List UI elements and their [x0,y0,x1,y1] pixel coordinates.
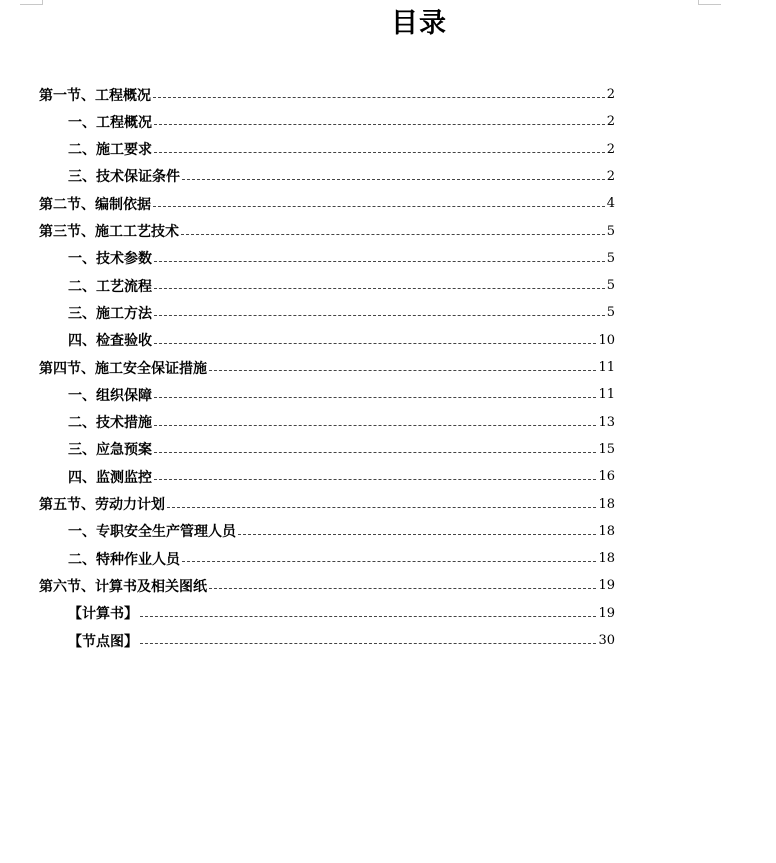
toc-entry-label: 一、技术参数 [68,251,152,268]
toc-dot-leader [154,343,596,344]
toc-entry-page-number: 18 [598,551,615,567]
toc-entry-label: 第五节、劳动力计划 [39,497,165,513]
toc-dot-leader [140,643,596,644]
toc-entry-label: 【节点图】 [68,633,138,650]
toc-dot-leader [238,534,596,535]
toc-dot-leader [154,479,596,480]
toc-entry-label: 二、特种作业人员 [68,551,180,568]
toc-entry[interactable] [68,545,615,572]
toc-dot-leader [182,179,605,180]
toc-entry[interactable] [68,163,615,190]
toc-entry-label: 第四节、施工安全保证措施 [39,360,207,377]
toc-entry-label: 一、工程概况 [68,114,152,131]
toc-entry-page-number: 18 [598,496,615,512]
toc-entry[interactable] [68,409,615,436]
toc-entry-page-number: 16 [598,469,615,485]
toc-entry[interactable] [68,600,615,627]
toc-entry-label: 一、组织保障 [68,387,152,404]
toc-dot-leader [153,206,605,207]
toc-dot-leader [154,452,596,453]
toc-dot-leader [154,152,605,153]
toc-dot-leader [154,397,596,398]
toc-entry-page-number: 10 [598,332,615,348]
toc-entry[interactable] [39,572,615,599]
toc-entry-label: 二、技术措施 [68,415,152,432]
toc-dot-leader [181,234,605,235]
toc-dot-leader [154,315,605,316]
toc-entry[interactable] [39,190,615,217]
toc-entry-page-number: 2 [606,87,615,102]
toc-dot-leader [154,425,596,426]
toc-entry-label: 【计算书】 [68,606,138,623]
toc-entry-page-number: 13 [598,414,615,430]
toc-dot-leader [154,124,605,125]
toc-dot-leader [154,261,605,262]
toc-entry-label: 二、施工要求 [68,142,152,159]
toc-entry[interactable] [68,463,615,490]
toc-entry-label: 第一节、工程概况 [39,87,151,104]
toc-entry-page-number: 11 [598,387,615,403]
toc-entry[interactable] [39,81,615,108]
toc-entry[interactable] [68,381,615,408]
toc-entry-label: 三、技术保证条件 [68,169,180,186]
toc-entry-page-number: 5 [606,305,615,321]
toc-entry-label: 三、应急预案 [68,442,152,459]
toc-entry-page-number: 30 [598,633,615,648]
page-title: 目录 [391,8,447,39]
toc-entry[interactable] [68,518,615,545]
toc-dot-leader [182,561,596,562]
toc-entry-page-number: 19 [598,578,615,594]
toc-entry[interactable] [68,245,615,272]
toc-entry[interactable] [68,299,615,326]
toc-dot-leader [209,370,596,371]
toc-entry[interactable] [68,627,615,654]
toc-entry-page-number: 15 [598,441,615,457]
toc-entry-page-number: 4 [606,196,615,212]
toc-entry-page-number: 19 [598,605,615,621]
toc-entry[interactable] [68,136,615,163]
toc-dot-leader [167,507,596,508]
toc-entry-label: 四、监测监控 [68,469,152,486]
toc-dot-leader [154,288,605,289]
toc-entry-page-number: 11 [598,360,615,375]
toc-entry-page-number: 5 [606,250,615,266]
toc-entry-page-number: 2 [606,114,615,130]
toc-dot-leader [153,97,605,98]
toc-entry-page-number: 2 [606,141,615,157]
toc-entry-label: 二、工艺流程 [68,278,152,295]
toc-entry[interactable] [68,272,615,299]
toc-entry-page-number: 2 [606,168,615,184]
toc-entry[interactable] [39,354,615,381]
toc-entry-label: 第二节、编制依据 [39,196,151,213]
toc-entry-label: 第六节、计算书及相关图纸 [39,578,207,595]
toc-entry[interactable] [68,108,615,135]
toc-dot-leader [140,616,596,617]
toc-entry-page-number: 18 [598,523,615,539]
toc-entry[interactable] [39,218,615,245]
toc-entry-page-number: 5 [606,223,615,239]
toc-entry-label: 四、检查验收 [68,333,152,350]
toc-entry-page-number: 5 [606,278,615,294]
toc-entry[interactable] [68,436,615,463]
toc-entry-label: 一、专职安全生产管理人员 [68,524,236,541]
toc-entry[interactable] [68,327,615,354]
toc-entry-label: 第三节、施工工艺技术 [39,224,179,240]
toc-dot-leader [209,588,596,589]
toc-entry[interactable] [39,491,615,518]
toc-entry-label: 三、施工方法 [68,305,152,322]
